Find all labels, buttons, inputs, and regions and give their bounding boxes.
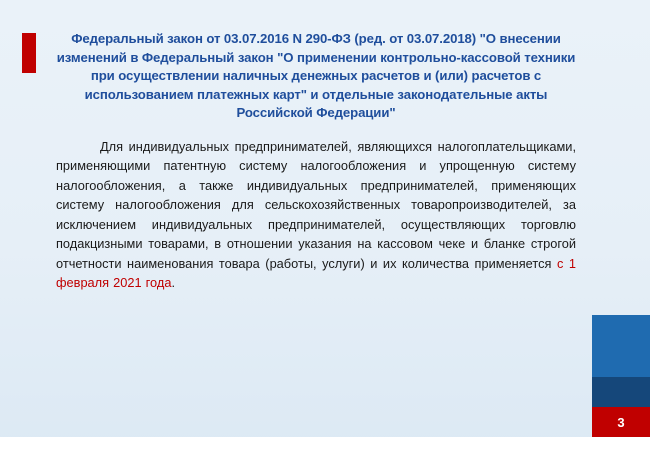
body-paragraph (56, 137, 576, 293)
slide-title: Федеральный закон от 03.07.2016 N 290-ФЗ (ред. от 03.07.2018) "О внесении изменений в Федеральный закон "О применении контрольно-кассовой техники при осуществлении наличных денежных расчетов и (или) расчетов с использованием платежных карт" и отдельные законодательные акты Российской Федерации" (56, 31, 576, 120)
paragraph-text-main: Для индивидуальных предпринимателей, являющихся налогоплательщиками, применяющими патентную систему налогообложения и упрощенную систему налогообложения, а также индивидуальных предпринимателей, применяющих систему налогообложения для сельскохозяйственных товаропроизводителей, за исключением индивидуальных предпринимателей, осуществляющих торговлю подакцизными товарами, в отношении указания на кассовом чеке и бланке строгой отчетности наименования товара (работы, услуги) и их количества применяется (56, 138, 576, 271)
highlighted-date: с 1 февраля 2021 года (56, 255, 576, 290)
paragraph-text-tail: . (171, 275, 176, 290)
page-number-badge: 3 (592, 407, 650, 437)
slide-content (56, 30, 576, 293)
blue-accent-block (592, 315, 650, 377)
dark-blue-accent-block (592, 377, 650, 407)
bottom-white-strip (0, 437, 650, 450)
red-accent-bar (22, 33, 36, 73)
